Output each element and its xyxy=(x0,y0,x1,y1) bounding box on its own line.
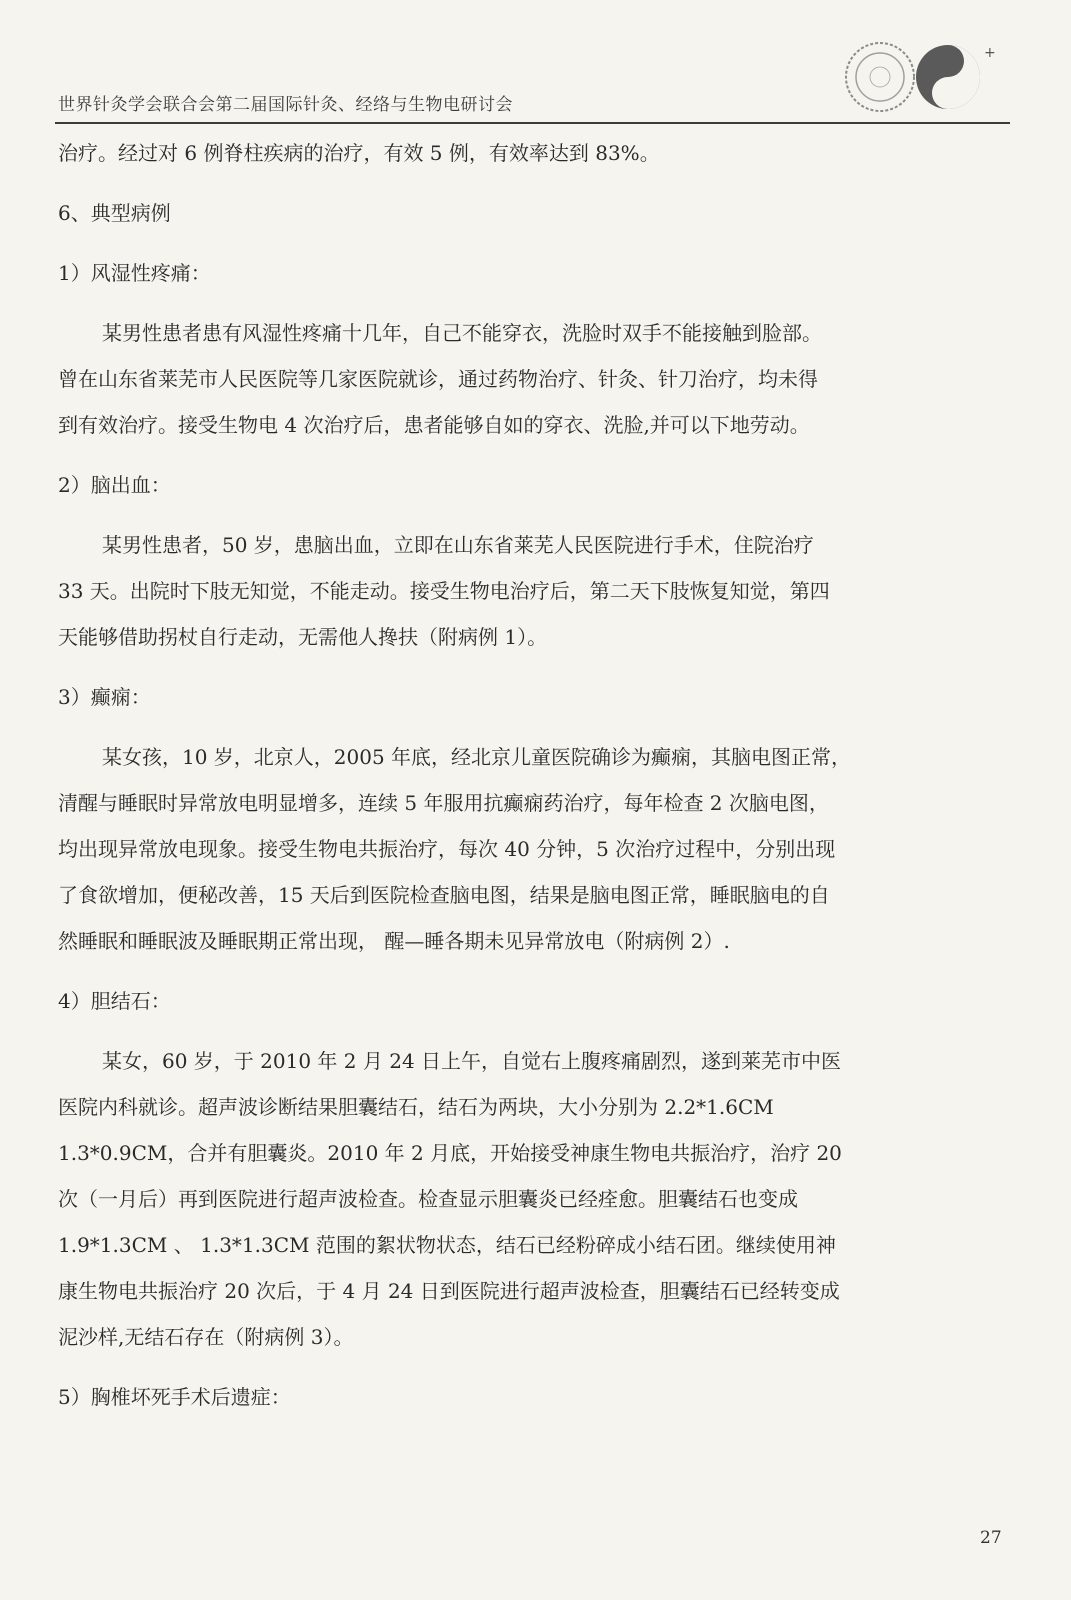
case-1-line: 某男性患者患有风湿性疼痛十几年，自己不能穿衣，洗脸时双手不能接触到脸部。 xyxy=(102,321,822,345)
conference-logo xyxy=(840,35,1000,120)
case-4-paragraph xyxy=(58,1038,1013,1360)
section-heading: 6、典型病例 xyxy=(58,201,171,225)
case-4-line: 1.3*0.9CM，合并有胆囊炎。2010 年 2 月底，开始接受神康生物电共振治疗，治疗 20 xyxy=(58,1141,842,1165)
case-5-title: 5）胸椎坏死手术后遗症： xyxy=(58,1385,291,1409)
case-3-paragraph xyxy=(58,734,1013,964)
case-3-title: 3）癫痫： xyxy=(58,685,151,709)
case-3-line: 清醒与睡眠时异常放电明显增多，连续 5 年服用抗癫痫药治疗，每年检查 2 次脑电图， xyxy=(58,791,829,815)
body-text xyxy=(58,130,1013,1420)
intro-line: 治疗。经过对 6 例脊柱疾病的治疗，有效 5 例，有效率达到 83%。 xyxy=(58,141,660,165)
case-4-line: 某女，60 岁，于 2010 年 2 月 24 日上午，自觉右上腹疼痛剧烈，遂到莱芜市中医 xyxy=(102,1049,842,1073)
case-3-line: 了食欲增加，便秘改善，15 天后到医院检查脑电图，结果是脑电图正常，睡眠脑电的自 xyxy=(58,883,830,907)
case-4-line: 次（一月后）再到医院进行超声波检查。检查显示胆囊炎已经痊愈。胆囊结石也变成 xyxy=(58,1187,798,1211)
case-2-title: 2）脑出血： xyxy=(58,473,171,497)
case-4-line: 泥沙样,无结石存在（附病例 3）。 xyxy=(58,1325,354,1349)
svg-text:+: + xyxy=(984,45,996,61)
case-3-line: 均出现异常放电现象。接受生物电共振治疗，每次 40 分钟，5 次治疗过程中，分别出现 xyxy=(58,837,836,861)
case-4-line: 1.9*1.3CM 、 1.3*1.3CM 范围的絮状物状态，结石已经粉碎成小结石团。继续使用神 xyxy=(58,1233,836,1257)
case-3-line: 然睡眠和睡眠波及睡眠期正常出现， 醒—睡各期未见异常放电（附病例 2）. xyxy=(58,929,730,953)
case-1-paragraph xyxy=(58,310,1013,448)
case-2-paragraph xyxy=(58,522,1013,660)
case-4-title: 4）胆结石： xyxy=(58,989,171,1013)
header-title: 世界针灸学会联合会第二届国际针灸、经络与生物电研讨会 xyxy=(58,95,513,115)
case-1-line: 曾在山东省莱芜市人民医院等几家医院就诊，通过药物治疗、针灸、针刀治疗，均未得 xyxy=(58,367,818,391)
case-2-line: 33 天。出院时下肢无知觉，不能走动。接受生物电治疗后，第二天下肢恢复知觉，第四 xyxy=(58,579,830,603)
case-1-title: 1）风湿性疼痛： xyxy=(58,261,211,285)
header-rule xyxy=(55,122,1010,124)
page-number: 27 xyxy=(980,1528,1002,1548)
case-4-line: 康生物电共振治疗 20 次后，于 4 月 24 日到医院进行超声波检查，胆囊结石已经转变成 xyxy=(58,1279,840,1303)
case-3-line: 某女孩，10 岁，北京人，2005 年底，经北京儿童医院确诊为癫痫，其脑电图正常， xyxy=(102,745,852,769)
case-1-line: 到有效治疗。接受生物电 4 次治疗后，患者能够自如的穿衣、洗脸,并可以下地劳动。 xyxy=(58,413,810,437)
case-4-line: 医院内科就诊。超声波诊断结果胆囊结石，结石为两块，大小分别为 2.2*1.6CM xyxy=(58,1095,774,1119)
case-2-line: 天能够借助拐杖自行走动，无需他人搀扶（附病例 1）。 xyxy=(58,625,548,649)
case-2-line: 某男性患者，50 岁，患脑出血，立即在山东省莱芜人民医院进行手术，住院治疗 xyxy=(102,533,814,557)
